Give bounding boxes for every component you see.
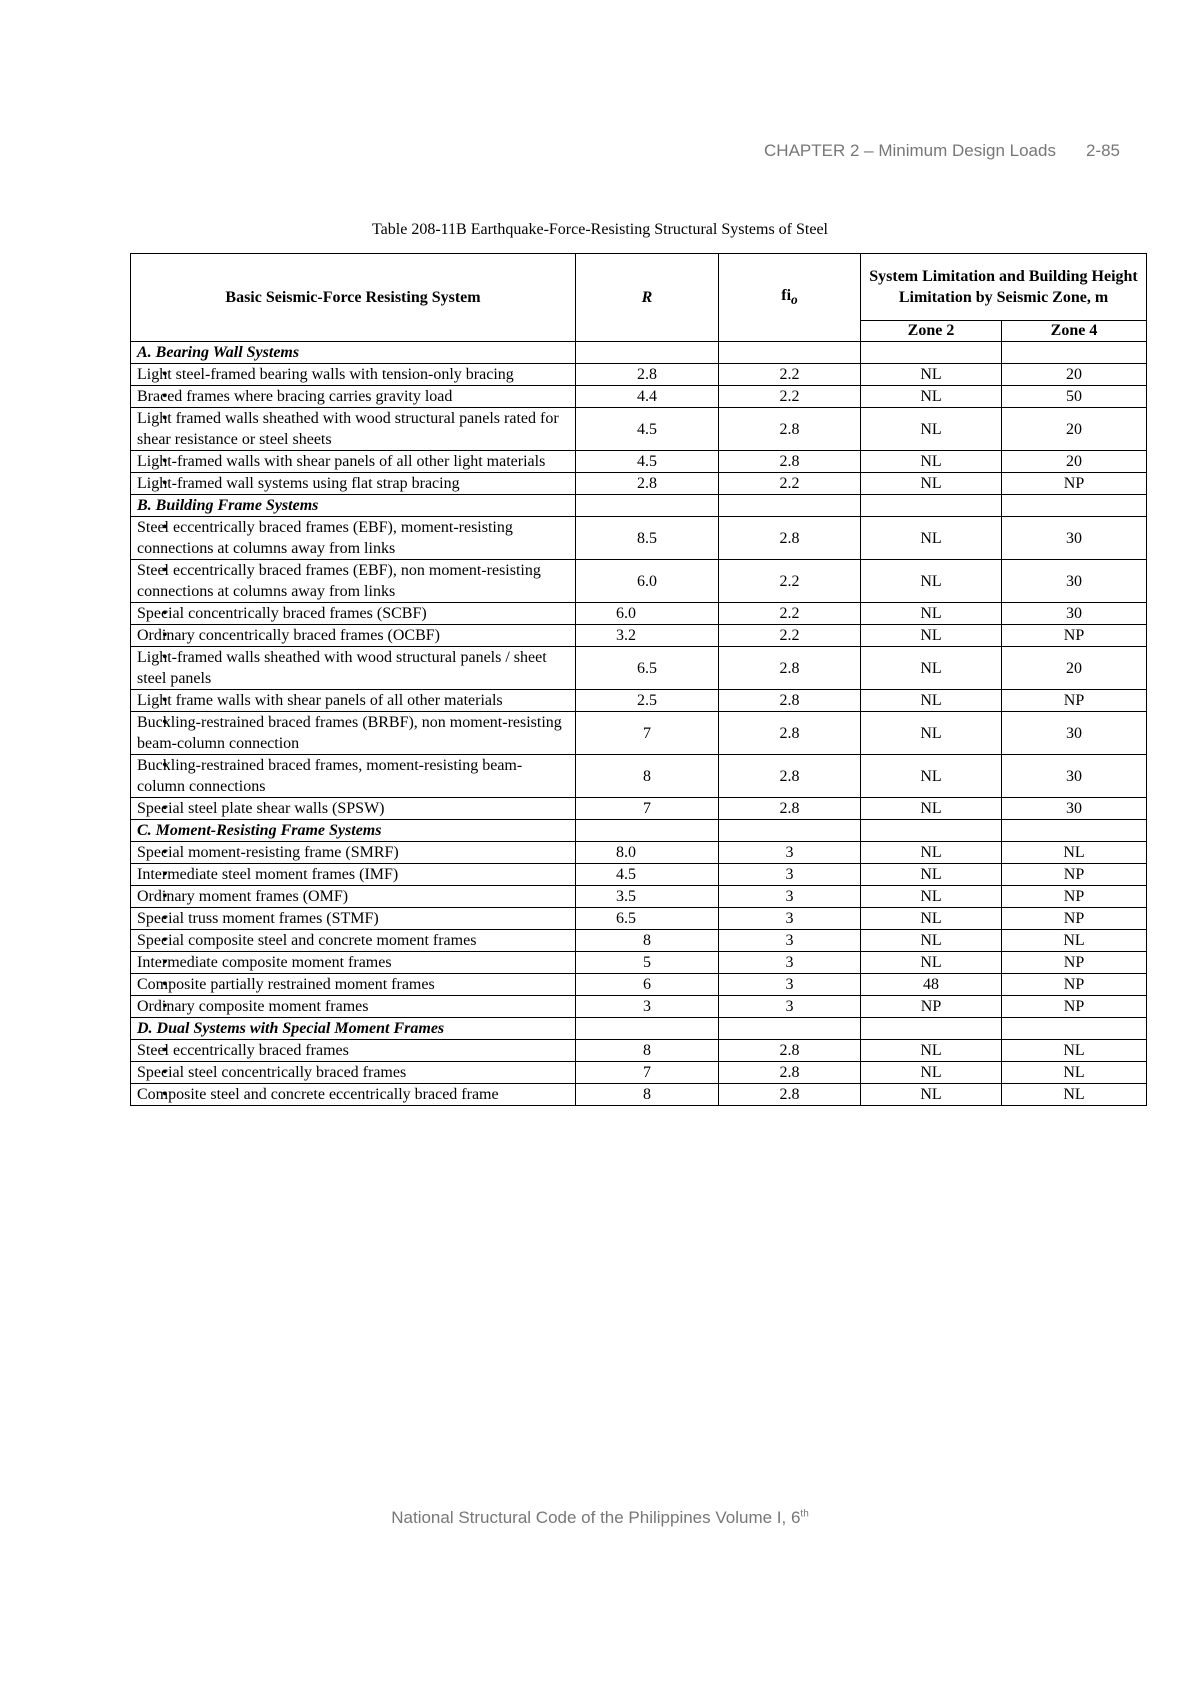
zone2-cell: NL — [861, 517, 1002, 560]
zone4-cell: NP — [1002, 864, 1147, 886]
section-row — [131, 820, 1147, 842]
system-name-cell: • Intermediate steel moment frames (IMF) — [131, 864, 576, 886]
r-value-cell: 8 — [576, 930, 719, 952]
zone4-cell: 30 — [1002, 603, 1147, 625]
zone4-cell: NP — [1002, 886, 1147, 908]
table-row — [131, 930, 1147, 952]
zone4-cell: 30 — [1002, 560, 1147, 603]
omega-value-cell: 2.8 — [719, 712, 861, 755]
zone2-cell: NL — [861, 364, 1002, 386]
omega-value-cell: 2.8 — [719, 755, 861, 798]
table-row — [131, 842, 1147, 864]
section-row — [131, 342, 1147, 364]
chapter-title: CHAPTER 2 – Minimum Design Loads — [764, 141, 1056, 160]
zone2-cell: NL — [861, 1040, 1002, 1062]
table-row — [131, 647, 1147, 690]
r-value-cell: 7 — [576, 798, 719, 820]
table-caption: Table 208-11B Earthquake-Force-Resisting Structural Systems of Steel — [372, 221, 828, 238]
omega-value-cell: 3 — [719, 930, 861, 952]
table-row — [131, 952, 1147, 974]
r-value-cell: 8 — [576, 1084, 719, 1106]
zone4-cell: NP — [1002, 908, 1147, 930]
omega-value-cell: 2.2 — [719, 603, 861, 625]
column-header-system: Basic Seismic-Force Resisting System — [131, 254, 576, 342]
zone2-cell: 48 — [861, 974, 1002, 996]
empty-cell — [576, 1018, 719, 1040]
table-row — [131, 712, 1147, 755]
system-name-cell: • Light framed walls sheathed with wood structural panels rated for shear resistance or steel sheets — [131, 408, 576, 451]
system-name-cell: • Special truss moment frames (STMF) — [131, 908, 576, 930]
table-row — [131, 996, 1147, 1018]
system-name-cell: • Ordinary concentrically braced frames (OCBF) — [131, 625, 576, 647]
zone4-cell: NP — [1002, 996, 1147, 1018]
table-row — [131, 517, 1147, 560]
zone2-cell: NL — [861, 625, 1002, 647]
table-row — [131, 755, 1147, 798]
empty-cell — [719, 820, 861, 842]
table-row — [131, 408, 1147, 451]
system-name-cell: • Buckling-restrained braced frames (BRBF), non moment-resisting beam-column connection — [131, 712, 576, 755]
table-row — [131, 1040, 1147, 1062]
system-name-cell: • Light frame walls with shear panels of all other materials — [131, 690, 576, 712]
zone4-cell: NP — [1002, 974, 1147, 996]
table-row — [131, 560, 1147, 603]
zone2-cell: NL — [861, 864, 1002, 886]
zone2-cell: NL — [861, 386, 1002, 408]
empty-cell — [719, 495, 861, 517]
section-row — [131, 495, 1147, 517]
section-title: B. Building Frame Systems — [131, 495, 576, 517]
omega-value-cell: 2.8 — [719, 647, 861, 690]
zone4-cell: 20 — [1002, 647, 1147, 690]
zone2-cell: NL — [861, 908, 1002, 930]
section-title: C. Moment-Resisting Frame Systems — [131, 820, 576, 842]
zone4-cell: 30 — [1002, 798, 1147, 820]
omega-value-cell: 2.8 — [719, 1084, 861, 1106]
table-row — [131, 864, 1147, 886]
omega-value-cell: 3 — [719, 996, 861, 1018]
omega-value-cell: 2.8 — [719, 1062, 861, 1084]
r-value-cell: 4.5 — [576, 451, 719, 473]
seismic-systems-table — [130, 253, 1147, 1106]
system-name-cell: • Special composite steel and concrete moment frames — [131, 930, 576, 952]
empty-cell — [861, 342, 1002, 364]
empty-cell — [576, 820, 719, 842]
r-value-cell: 8.5 — [576, 517, 719, 560]
r-value-cell: 4.4 — [576, 386, 719, 408]
omega-value-cell: 2.8 — [719, 517, 861, 560]
zone4-cell: 20 — [1002, 364, 1147, 386]
zone2-cell: NL — [861, 952, 1002, 974]
system-name-cell: • Special moment-resisting frame (SMRF) — [131, 842, 576, 864]
r-value-cell: 2.5 — [576, 690, 719, 712]
system-name-cell: • Light-framed wall systems using flat strap bracing — [131, 473, 576, 495]
empty-cell — [719, 1018, 861, 1040]
empty-cell — [1002, 495, 1147, 517]
r-value-cell: 6.5 — [576, 647, 719, 690]
zone2-cell: NL — [861, 560, 1002, 603]
zone4-cell: NL — [1002, 1040, 1147, 1062]
column-header-r: R — [576, 254, 719, 342]
zone4-cell: 30 — [1002, 712, 1147, 755]
omega-value-cell: 2.8 — [719, 1040, 861, 1062]
empty-cell — [576, 495, 719, 517]
system-name-cell: • Intermediate composite moment frames — [131, 952, 576, 974]
system-name-cell: • Light-framed walls sheathed with wood structural panels / sheet steel panels — [131, 647, 576, 690]
table-row — [131, 974, 1147, 996]
omega-value-cell: 2.8 — [719, 690, 861, 712]
r-value-cell: 2.8 — [576, 473, 719, 495]
table-row — [131, 451, 1147, 473]
system-name-cell: • Ordinary composite moment frames — [131, 996, 576, 1018]
empty-cell — [861, 495, 1002, 517]
empty-cell — [861, 1018, 1002, 1040]
table-row — [131, 625, 1147, 647]
zone4-cell: 30 — [1002, 755, 1147, 798]
r-value-cell: 7 — [576, 712, 719, 755]
table-row — [131, 1084, 1147, 1106]
footer-text: National Structural Code of the Philippines Volume I, 6 — [391, 1508, 801, 1527]
table-row — [131, 364, 1147, 386]
system-name-cell: • Special steel concentrically braced frames — [131, 1062, 576, 1084]
r-value-cell: 5 — [576, 952, 719, 974]
zone2-cell: NP — [861, 996, 1002, 1018]
omega-value-cell: 3 — [719, 864, 861, 886]
system-name-cell: • Special steel plate shear walls (SPSW) — [131, 798, 576, 820]
empty-cell — [1002, 1018, 1147, 1040]
system-name-cell: • Special concentrically braced frames (SCBF) — [131, 603, 576, 625]
omega-value-cell: 3 — [719, 886, 861, 908]
section-title: A. Bearing Wall Systems — [131, 342, 576, 364]
zone4-cell: NP — [1002, 473, 1147, 495]
zone4-cell: 20 — [1002, 451, 1147, 473]
column-header-limitation: System Limitation and Building Height Limitation by Seismic Zone, m — [861, 254, 1147, 321]
table-row — [131, 886, 1147, 908]
r-value-cell: 4.5 — [576, 408, 719, 451]
table-row — [131, 473, 1147, 495]
zone4-cell: NL — [1002, 842, 1147, 864]
zone2-cell: NL — [861, 1084, 1002, 1106]
r-value-cell: 2.8 — [576, 364, 719, 386]
zone2-cell: NL — [861, 603, 1002, 625]
zone2-cell: NL — [861, 647, 1002, 690]
omega-value-cell: 3 — [719, 952, 861, 974]
system-name-cell: • Composite partially restrained moment frames — [131, 974, 576, 996]
zone2-cell: NL — [861, 408, 1002, 451]
empty-cell — [861, 820, 1002, 842]
zone4-cell: NL — [1002, 930, 1147, 952]
zone2-cell: NL — [861, 930, 1002, 952]
table-row — [131, 603, 1147, 625]
zone4-cell: NL — [1002, 1062, 1147, 1084]
page-number: 2-85 — [1085, 141, 1120, 160]
zone2-cell: NL — [861, 473, 1002, 495]
omega-value-cell: 3 — [719, 974, 861, 996]
r-value-cell: 3.5 — [576, 886, 719, 908]
system-name-cell: • Light steel-framed bearing walls with tension-only bracing — [131, 364, 576, 386]
omega-value-cell: 3 — [719, 842, 861, 864]
r-value-cell: 8.0 — [576, 842, 719, 864]
zone4-cell: NP — [1002, 952, 1147, 974]
footer-superscript: th — [800, 1508, 809, 1520]
omega-value-cell: 2.2 — [719, 625, 861, 647]
r-value-cell: 6 — [576, 974, 719, 996]
column-header-zone4: Zone 4 — [1002, 321, 1147, 342]
column-header-zone2: Zone 2 — [861, 321, 1002, 342]
table-row — [131, 1062, 1147, 1084]
zone2-cell: NL — [861, 886, 1002, 908]
system-name-cell: • Light-framed walls with shear panels of all other light materials — [131, 451, 576, 473]
omega-value-cell: 2.8 — [719, 798, 861, 820]
omega-value-cell: 2.8 — [719, 408, 861, 451]
system-name-cell: • Steel eccentrically braced frames — [131, 1040, 576, 1062]
table-row — [131, 386, 1147, 408]
system-name-cell: • Ordinary moment frames (OMF) — [131, 886, 576, 908]
omega-value-cell: 2.2 — [719, 386, 861, 408]
omega-value-cell: 2.2 — [719, 364, 861, 386]
r-value-cell: 8 — [576, 755, 719, 798]
page-footer — [0, 1508, 1200, 1528]
empty-cell — [576, 342, 719, 364]
column-header-omega: $fi_o$ — [719, 254, 861, 342]
zone4-cell: NP — [1002, 625, 1147, 647]
system-name-cell: • Braced frames where bracing carries gravity load — [131, 386, 576, 408]
r-value-cell: 8 — [576, 1040, 719, 1062]
zone4-cell: NL — [1002, 1084, 1147, 1106]
empty-cell — [719, 342, 861, 364]
section-row — [131, 1018, 1147, 1040]
r-value-cell: 4.5 — [576, 864, 719, 886]
r-value-cell: 6.0 — [576, 560, 719, 603]
table-row — [131, 908, 1147, 930]
system-name-cell: • Steel eccentrically braced frames (EBF), non moment-resisting connections at columns away from links — [131, 560, 576, 603]
empty-cell — [1002, 820, 1147, 842]
r-value-cell: 6.5 — [576, 908, 719, 930]
system-name-cell: • Steel eccentrically braced frames (EBF), moment-resisting connections at columns away from links — [131, 517, 576, 560]
omega-value-cell: 3 — [719, 908, 861, 930]
zone2-cell: NL — [861, 1062, 1002, 1084]
zone2-cell: NL — [861, 690, 1002, 712]
page-header — [764, 141, 1120, 161]
omega-value-cell: 2.2 — [719, 560, 861, 603]
empty-cell — [1002, 342, 1147, 364]
zone2-cell: NL — [861, 451, 1002, 473]
zone2-cell: NL — [861, 798, 1002, 820]
table-row — [131, 690, 1147, 712]
zone4-cell: 50 — [1002, 386, 1147, 408]
r-value-cell: 6.0 — [576, 603, 719, 625]
zone4-cell: NP — [1002, 690, 1147, 712]
zone4-cell: 20 — [1002, 408, 1147, 451]
zone4-cell: 30 — [1002, 517, 1147, 560]
system-name-cell: • Composite steel and concrete eccentrically braced frame — [131, 1084, 576, 1106]
r-value-cell: 3.2 — [576, 625, 719, 647]
system-name-cell: • Buckling-restrained braced frames, moment-resisting beam-column connections — [131, 755, 576, 798]
section-title: D. Dual Systems with Special Moment Frames — [131, 1018, 576, 1040]
omega-value-cell: 2.8 — [719, 451, 861, 473]
zone2-cell: NL — [861, 755, 1002, 798]
r-value-cell: 7 — [576, 1062, 719, 1084]
table-row — [131, 798, 1147, 820]
zone2-cell: NL — [861, 842, 1002, 864]
omega-value-cell: 2.2 — [719, 473, 861, 495]
zone2-cell: NL — [861, 712, 1002, 755]
r-value-cell: 3 — [576, 996, 719, 1018]
